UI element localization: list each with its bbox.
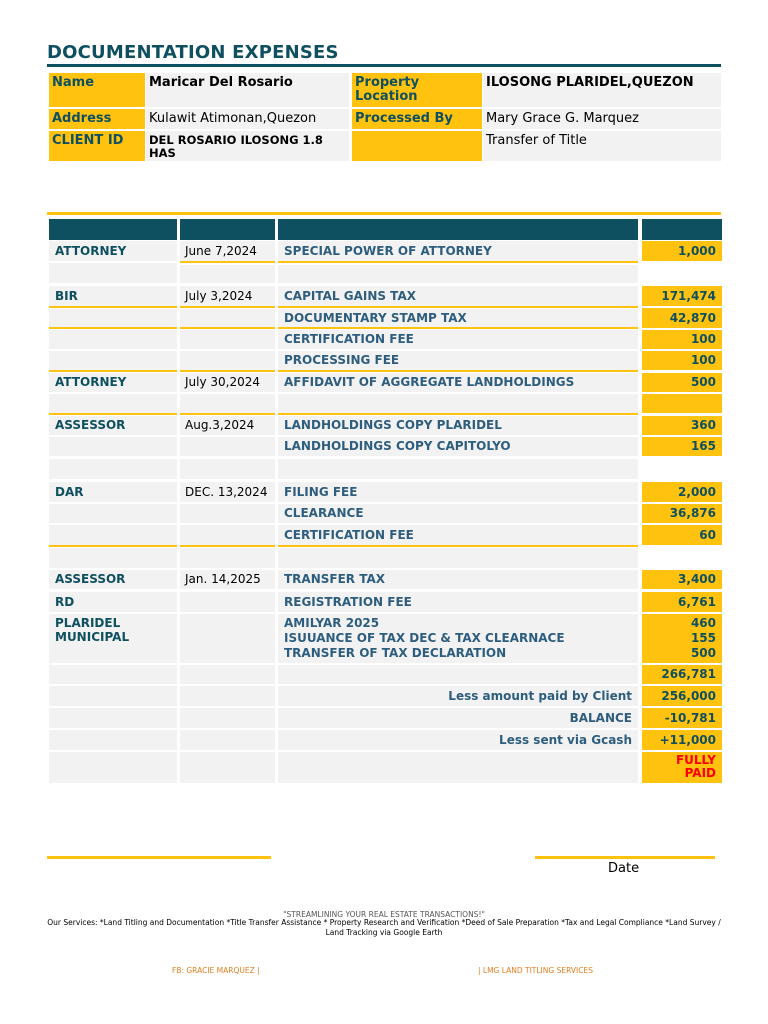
processed-by-label: Processed By — [352, 109, 482, 129]
item-line: TRANSFER OF TAX DECLARATION — [284, 646, 507, 660]
date-cell — [180, 437, 275, 456]
name-label: Name — [49, 73, 145, 107]
spacer-cell — [49, 459, 177, 479]
document-title: DOCUMENTATION EXPENSES — [47, 42, 339, 63]
summary-spacer — [49, 686, 177, 706]
signature-line — [47, 856, 271, 859]
amount-cell: 100 — [642, 330, 722, 349]
date-cell: July 30,2024 — [180, 373, 275, 392]
agency-cell: BIR — [49, 286, 177, 308]
date-cell — [180, 351, 275, 372]
date-cell: June 7,2024 — [180, 241, 275, 263]
spacer-cell — [278, 548, 638, 568]
amount-cell: 2,000 — [642, 482, 722, 502]
date-cell: July 3,2024 — [180, 286, 275, 308]
date-cell — [180, 309, 275, 329]
facebook-contact: FB: GRACIE MARQUEZ | — [172, 966, 260, 975]
agency-cell — [49, 525, 177, 547]
gcash-label: Less sent via Gcash — [278, 730, 638, 750]
amount-cell: 500 — [642, 373, 722, 392]
item-cell: LANDHOLDINGS COPY CAPITOLYO — [278, 437, 638, 456]
amount-cell: 360 — [642, 416, 722, 435]
property-location-value: ILOSONG PLARIDEL,QUEZON — [483, 73, 721, 107]
amount-cell: 6,761 — [642, 592, 722, 612]
agency-cell: DAR — [49, 482, 177, 502]
agency-cell — [49, 309, 177, 329]
amount-line: 500 — [690, 646, 716, 660]
agency-cell — [49, 504, 177, 523]
date-cell — [180, 614, 275, 663]
date-cell — [180, 504, 275, 523]
processed-by-value: Mary Grace G. Marquez — [483, 109, 721, 129]
amount-line: 460 — [690, 616, 716, 630]
summary-spacer — [180, 752, 275, 783]
item-cell: PROCESSING FEE — [278, 351, 638, 372]
amount-cell: 171,474 — [642, 286, 722, 306]
spacer-cell — [278, 459, 638, 479]
address-value: Kulawit Atimonan,Quezon — [146, 109, 349, 129]
agency-cell — [49, 330, 177, 349]
amount-cell: 60 — [642, 525, 722, 545]
spacer-cell — [180, 265, 275, 283]
title-divider — [47, 64, 721, 67]
summary-spacer — [278, 665, 638, 684]
column-header-agency — [49, 219, 177, 240]
status-line: PAID — [684, 766, 716, 780]
date-cell: DEC. 13,2024 — [180, 482, 275, 502]
summary-spacer — [49, 665, 177, 684]
spacer-cell — [642, 548, 722, 568]
summary-spacer — [180, 730, 275, 750]
date-label: Date — [608, 861, 640, 876]
summary-spacer — [180, 686, 275, 706]
amount-cell: 36,876 — [642, 504, 722, 523]
total-amount: 266,781 — [642, 665, 722, 684]
item-cell: CLEARANCE — [278, 504, 638, 523]
item-cell: AFFIDAVIT OF AGGREGATE LANDHOLDINGS — [278, 373, 638, 392]
item-cell: REGISTRATION FEE — [278, 592, 638, 612]
client-id-value: DEL ROSARIO ILOSONG 1.8 HAS — [146, 131, 349, 161]
spacer-cell — [49, 394, 177, 415]
section-divider — [47, 212, 721, 215]
column-header-item — [278, 219, 638, 240]
item-cell: CAPITAL GAINS TAX — [278, 286, 638, 308]
paid-by-client-label: Less amount paid by Client — [278, 686, 638, 706]
spacer-cell — [642, 263, 722, 283]
gcash-value: +11,000 — [642, 730, 722, 750]
spacer-cell — [180, 459, 275, 479]
agency-cell: ATTORNEY — [49, 241, 177, 261]
spacer-cell — [49, 548, 177, 568]
spacer-cell — [180, 394, 275, 415]
item-cell: CERTIFICATION FEE — [278, 525, 638, 547]
amount-cell — [642, 614, 722, 663]
agency-cell — [49, 614, 177, 663]
amount-cell: 165 — [642, 437, 722, 456]
item-cell: DOCUMENTARY STAMP TAX — [278, 309, 638, 329]
date-line — [535, 856, 715, 859]
spacer-cell — [278, 394, 638, 415]
service-label-empty — [352, 131, 482, 161]
item-cell: SPECIAL POWER OF ATTORNEY — [278, 241, 638, 263]
summary-spacer — [180, 708, 275, 728]
tagline: "STREAMLINING YOUR REAL ESTATE TRANSACTIONS!" — [283, 910, 485, 919]
amount-cell: 1,000 — [642, 241, 722, 261]
item-cell: FILING FEE — [278, 482, 638, 502]
paid-status-badge — [642, 752, 722, 783]
spacer-cell — [642, 394, 722, 413]
agency-cell: ASSESSOR — [49, 416, 177, 435]
client-id-label: CLIENT ID — [49, 131, 145, 161]
company-name: | LMG LAND TITLING SERVICES — [478, 966, 593, 975]
amount-line: 155 — [690, 631, 716, 645]
balance-value: -10,781 — [642, 708, 722, 728]
summary-spacer — [180, 665, 275, 684]
service-value: Transfer of Title — [483, 131, 721, 161]
services-list: Our Services: *Land Titling and Documentation *Title Transfer Assistance * Property Research and Verification *Deed of Sale Preparation *Tax and Legal Compliance *Land Survey / Land Tracking via Google Earth — [47, 918, 721, 937]
item-cell — [278, 614, 638, 663]
item-cell: TRANSFER TAX — [278, 570, 638, 589]
address-label: Address — [49, 109, 145, 129]
column-header-amount — [642, 219, 722, 240]
agency-line: PLARIDEL — [55, 616, 121, 630]
summary-spacer — [49, 708, 177, 728]
item-cell: LANDHOLDINGS COPY PLARIDEL — [278, 416, 638, 435]
spacer-cell — [180, 548, 275, 568]
agency-line: MUNICIPAL — [55, 630, 130, 644]
name-value: Maricar Del Rosario — [146, 73, 349, 107]
amount-cell: 100 — [642, 351, 722, 370]
column-header-date — [180, 219, 275, 240]
agency-cell: ASSESSOR — [49, 570, 177, 589]
amount-cell: 42,870 — [642, 308, 722, 328]
agency-cell: ATTORNEY — [49, 373, 177, 392]
balance-label: BALANCE — [278, 708, 638, 728]
property-location-label: Property Location — [352, 73, 482, 107]
amount-cell: 3,400 — [642, 570, 722, 589]
date-cell — [180, 592, 275, 612]
item-line: AMILYAR 2025 — [284, 616, 380, 630]
date-cell — [180, 330, 275, 349]
agency-cell — [49, 351, 177, 372]
date-cell: Aug.3,2024 — [180, 416, 275, 435]
spacer-cell — [642, 459, 722, 479]
item-line: ISUUANCE OF TAX DEC & TAX CLEARNACE — [284, 631, 565, 645]
agency-cell — [49, 437, 177, 456]
agency-cell: RD — [49, 592, 177, 612]
date-cell — [180, 525, 275, 547]
item-cell: CERTIFICATION FEE — [278, 330, 638, 349]
paid-by-client-value: 256,000 — [642, 686, 722, 706]
summary-spacer — [278, 752, 638, 783]
summary-spacer — [49, 752, 177, 783]
status-line: FULLY — [675, 753, 716, 767]
spacer-cell — [49, 263, 177, 283]
summary-spacer — [49, 730, 177, 750]
date-cell: Jan. 14,2025 — [180, 570, 275, 589]
spacer-cell — [278, 265, 638, 283]
